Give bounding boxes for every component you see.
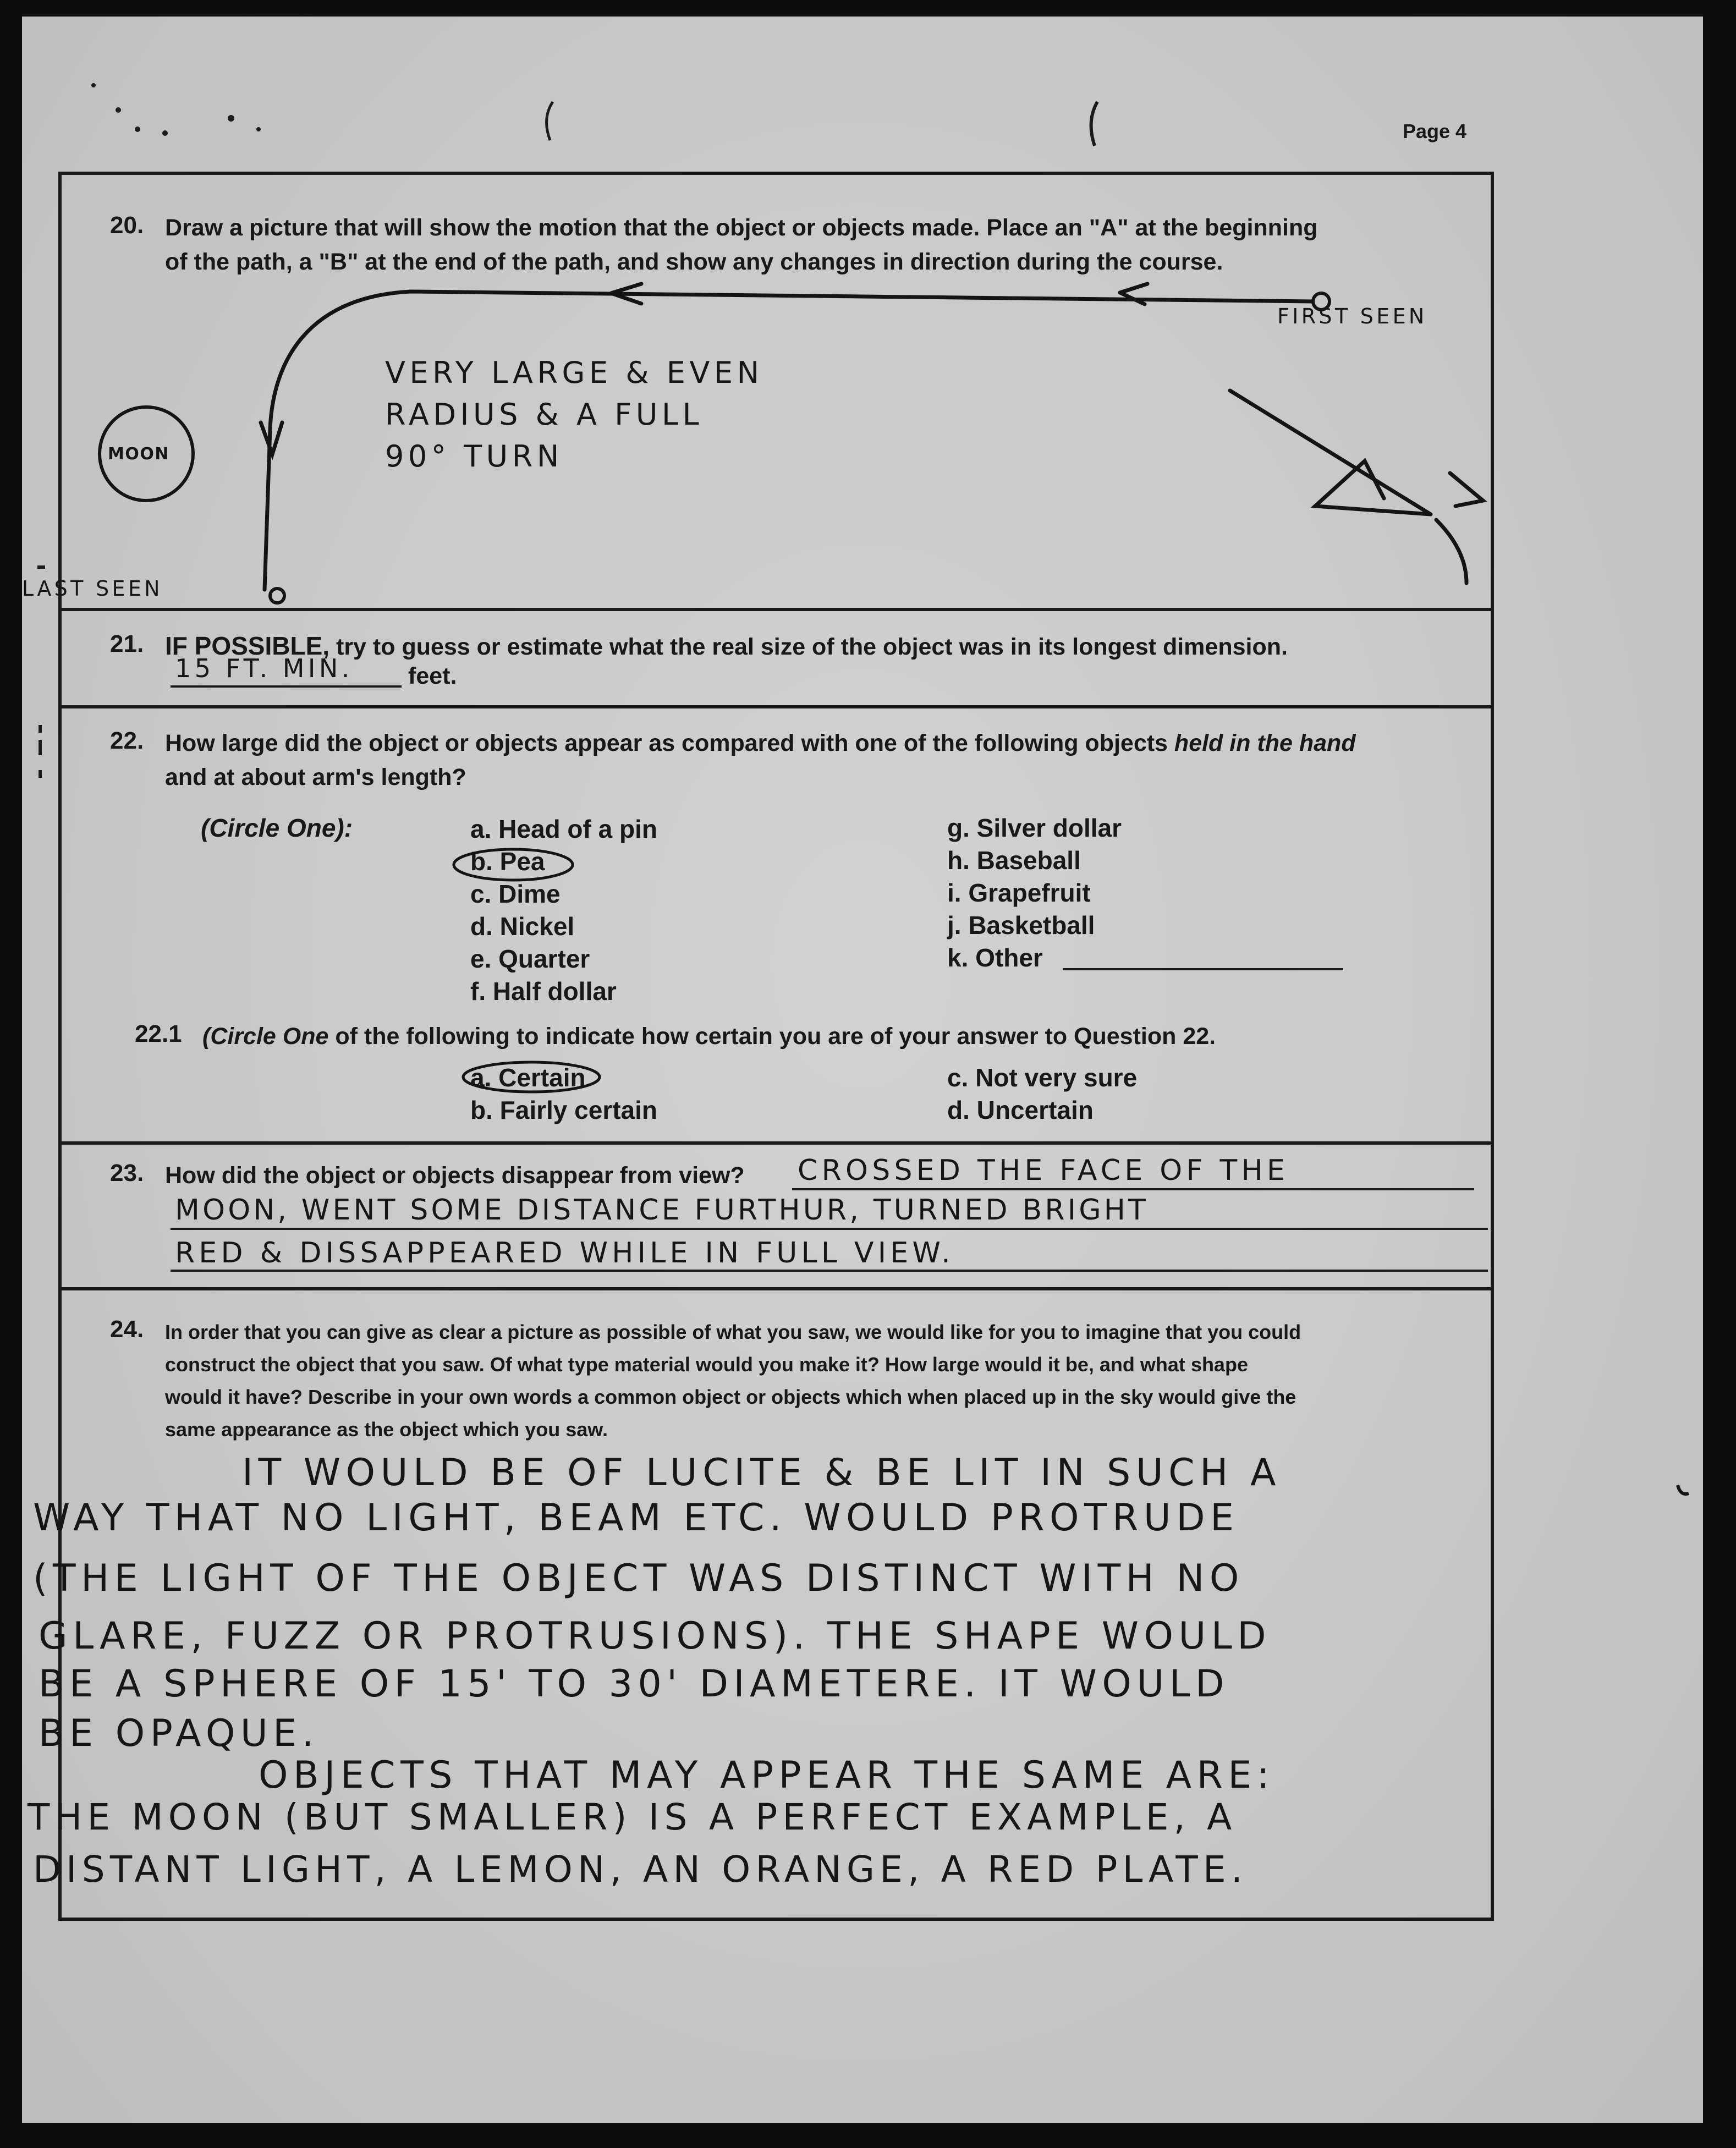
option-f[interactable]: f. Half dollar: [470, 977, 617, 1006]
option-c[interactable]: c. Dime: [470, 880, 561, 908]
first-seen-label: FIRST SEEN: [1277, 304, 1427, 328]
q24-answer-line4: GLARE, FUZZ OR PROTRUSIONS). THE SHAPE WOULD: [39, 1614, 1272, 1658]
q22-1-number: 22.1: [135, 1020, 182, 1047]
q23-rule-3: [171, 1270, 1488, 1272]
note-line1: VERY LARGE & EVEN: [385, 355, 763, 390]
option-h[interactable]: h. Baseball: [947, 846, 1081, 875]
q23-rule-2: [171, 1228, 1488, 1230]
certainty-c[interactable]: c. Not very sure: [947, 1063, 1138, 1092]
q22-1-question: of the following to indicate how certain you are of your answer to Question 22.: [328, 1023, 1216, 1050]
q22-1-italic: (Circle One: [202, 1023, 329, 1050]
page-number: Page 4: [1403, 120, 1467, 142]
option-a[interactable]: a. Head of a pin: [470, 815, 657, 843]
option-j[interactable]: j. Basketball: [947, 911, 1095, 940]
q24-answer-line5: BE A SPHERE OF 15' TO 30' DIAMETERE. IT WOULD: [39, 1662, 1229, 1706]
q23-rule-1: [792, 1188, 1474, 1190]
q22-1-selection-circle: [460, 1059, 603, 1095]
q23-answer-line2: MOON, WENT SOME DISTANCE FURTHUR, TURNED BRIGHT: [175, 1194, 1149, 1227]
q24-answer-line8: THE MOON (BUT SMALLER) IS A PERFECT EXAMPLE, A: [28, 1796, 1237, 1838]
certainty-b[interactable]: b. Fairly certain: [470, 1096, 658, 1124]
moon-label: MOON: [108, 444, 169, 464]
q21-question: try to guess or estimate what the real size of the object was in its longest dimension.: [329, 634, 1288, 660]
circle-one-label: (Circle One):: [201, 814, 353, 842]
option-e[interactable]: e. Quarter: [470, 944, 590, 973]
q22-text: [165, 726, 1356, 794]
certainty-d[interactable]: d. Uncertain: [947, 1096, 1094, 1124]
option-g[interactable]: g. Silver dollar: [947, 814, 1122, 842]
q24-answer-line6: BE OPAQUE.: [39, 1712, 319, 1755]
margin-mark: [39, 770, 42, 778]
q24-text-line3: would it have? Describe in your own words a common object or objects which when placed up in the sky would give the: [165, 1386, 1296, 1408]
q21-answer: 15 FT. MIN.: [175, 653, 353, 683]
margin-mark: [1672, 1480, 1694, 1504]
q22-text-line2: and at about arm's length?: [165, 764, 466, 790]
q24-text-line4: same appearance as the object which you saw.: [165, 1418, 608, 1441]
q21-emphasis: IF POSSIBLE,: [165, 631, 330, 660]
margin-mark: [39, 740, 42, 755]
divider-q23: [58, 1287, 1494, 1290]
q24-answer-line3: (THE LIGHT OF THE OBJECT WAS DISTINCT WITH NO: [33, 1557, 1244, 1600]
q24-text-line2: construct the object that you saw. Of what type material would you make it? How large would it be, and what shape: [165, 1353, 1248, 1376]
q20-number: 20.: [110, 212, 144, 239]
q22-selection-circle: [450, 846, 576, 883]
option-k[interactable]: k. Other: [947, 943, 1043, 972]
q21-number: 21.: [110, 630, 144, 657]
note-line3: 90° TURN: [385, 439, 563, 474]
scan-marks: [0, 0, 1736, 176]
margin-mark: [37, 565, 45, 569]
q20-text-line1: Draw a picture that will show the motion that the object or objects made. Place an "A" at the beginning: [165, 215, 1318, 241]
q21-unit: feet.: [408, 663, 457, 689]
q22-options-right: [947, 812, 1122, 974]
other-blank-line: [1063, 968, 1343, 970]
q22-number: 22.: [110, 727, 144, 754]
q20-text-line2: of the path, a "B" at the end of the path, and show any changes in direction during the course.: [165, 249, 1223, 275]
certainty-a[interactable]: a. Certain: [470, 1063, 586, 1092]
q22-options-left: [470, 813, 657, 1008]
q24-answer-line1: IT WOULD BE OF LUCITE & BE LIT IN SUCH A: [242, 1451, 1281, 1495]
q22-1-text: [202, 1019, 1216, 1053]
q24-answer-line7: OBJECTS THAT MAY APPEAR THE SAME ARE:: [259, 1754, 1275, 1797]
q23-number: 23.: [110, 1160, 144, 1186]
option-b[interactable]: b. Pea: [470, 847, 545, 876]
q23-answer-line3: RED & DISSAPPEARED WHILE IN FULL VIEW.: [175, 1237, 955, 1270]
q24-text-line1: In order that you can give as clear a picture as possible of what you saw, we would like for you to imagine that you could: [165, 1321, 1301, 1343]
last-seen-label: LAST SEEN: [22, 576, 163, 601]
q24-number: 24.: [110, 1316, 144, 1343]
q22-text-line1: How large did the object or objects appear as compared with one of the following objects: [165, 730, 1168, 756]
option-d[interactable]: d. Nickel: [470, 912, 575, 941]
margin-mark: [39, 725, 42, 733]
q22-1-options-right: [947, 1062, 1137, 1127]
divider-q20: [58, 608, 1494, 611]
option-i[interactable]: i. Grapefruit: [947, 878, 1091, 907]
q22-italic: held in the hand: [1174, 730, 1356, 756]
divider-q22: [58, 1141, 1494, 1145]
q24-answer-line9: DISTANT LIGHT, A LEMON, AN ORANGE, A RED PLATE.: [33, 1848, 1248, 1891]
q21-answer-line: [171, 685, 402, 688]
note-line2: RADIUS & A FULL: [385, 397, 704, 432]
divider-q21: [58, 705, 1494, 708]
q24-text: [165, 1316, 1301, 1446]
q20-annotation: [385, 352, 763, 477]
q24-answer-line2: WAY THAT NO LIGHT, BEAM ETC. WOULD PROTRUDE: [33, 1496, 1239, 1540]
q23-answer-line1: CROSSED THE FACE OF THE: [798, 1154, 1289, 1187]
q23-text: How did the object or objects disappear from view?: [165, 1162, 745, 1189]
